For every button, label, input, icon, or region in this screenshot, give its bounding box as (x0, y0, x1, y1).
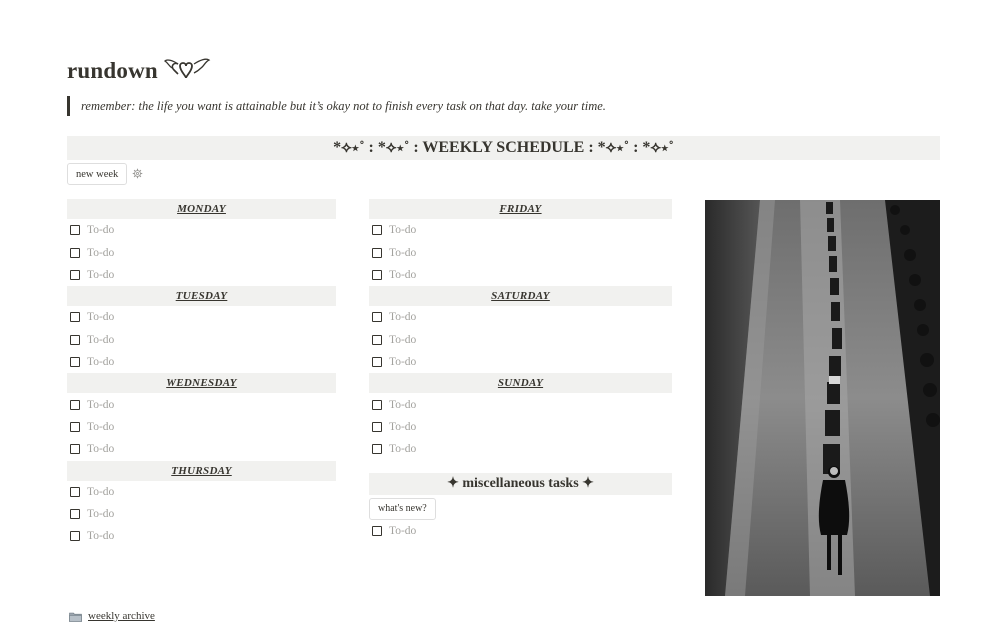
day-header: SATURDAY (369, 286, 672, 306)
todo-text[interactable]: To-do (389, 224, 417, 237)
checkbox[interactable] (372, 422, 382, 432)
todo-item (67, 416, 336, 438)
day-monday (67, 199, 336, 286)
gear-icon[interactable] (132, 168, 143, 179)
todo-text[interactable]: To-do (389, 420, 417, 433)
todo-text[interactable]: To-do (87, 311, 115, 324)
day-tuesday (67, 286, 336, 373)
todo-text[interactable]: To-do (389, 268, 417, 281)
todo-item (67, 503, 336, 525)
misc-tasks-header: ✦ miscellaneous tasks ✦ (369, 473, 672, 495)
todo-text[interactable]: To-do (87, 333, 115, 346)
day-header: WEDNESDAY (67, 373, 336, 393)
todo-text[interactable]: To-do (389, 311, 417, 324)
todo-item (67, 438, 336, 460)
todo-text[interactable]: To-do (87, 268, 115, 281)
day-header: FRIDAY (369, 199, 672, 219)
todo-item (67, 264, 336, 286)
todo-item (369, 438, 672, 460)
runway-photo (705, 200, 940, 596)
todo-item (369, 393, 672, 415)
checkbox[interactable] (372, 400, 382, 410)
right-day-column (369, 199, 672, 542)
checkbox[interactable] (70, 531, 80, 541)
todo-text[interactable]: To-do (87, 420, 115, 433)
todo-item (369, 351, 672, 373)
day-thursday (67, 461, 336, 548)
todo-text[interactable]: To-do (87, 485, 115, 498)
weekly-archive-link[interactable] (69, 608, 155, 624)
todo-item (67, 241, 336, 263)
checkbox[interactable] (372, 357, 382, 367)
todo-text[interactable]: To-do (87, 443, 115, 456)
folder-icon (69, 611, 82, 622)
todo-text[interactable]: To-do (389, 333, 417, 346)
checkbox[interactable] (372, 312, 382, 322)
todo-item (67, 219, 336, 241)
todo-item (369, 520, 672, 542)
todo-item (67, 306, 336, 328)
todo-text[interactable]: To-do (87, 224, 115, 237)
checkbox[interactable] (70, 335, 80, 345)
checkbox[interactable] (372, 335, 382, 345)
day-friday (369, 199, 672, 286)
todo-item (369, 241, 672, 263)
todo-item (67, 481, 336, 503)
day-wednesday (67, 373, 336, 460)
left-day-column (67, 199, 336, 548)
todo-text[interactable]: To-do (87, 398, 115, 411)
todo-item (369, 264, 672, 286)
day-header: MONDAY (67, 199, 336, 219)
day-header: TUESDAY (67, 286, 336, 306)
winged-heart-icon (164, 56, 212, 86)
todo-text[interactable]: To-do (87, 246, 115, 259)
todo-item (67, 329, 336, 351)
todo-item (369, 306, 672, 328)
checkbox[interactable] (70, 487, 80, 497)
checkbox[interactable] (70, 270, 80, 280)
quote-block: remember: the life you want is attainable but it’s okay not to finish every task on that day. take your time. (67, 96, 606, 116)
todo-item (369, 329, 672, 351)
checkbox[interactable] (70, 444, 80, 454)
whats-new-button[interactable]: what's new? (369, 498, 436, 520)
todo-text[interactable]: To-do (389, 443, 417, 456)
checkbox[interactable] (70, 312, 80, 322)
todo-item (67, 525, 336, 547)
title-row (67, 55, 212, 87)
todo-text[interactable]: To-do (389, 524, 417, 537)
checkbox[interactable] (372, 526, 382, 536)
todo-text[interactable]: To-do (87, 530, 115, 543)
new-week-button[interactable]: new week (67, 163, 127, 185)
checkbox[interactable] (372, 270, 382, 280)
day-header: SUNDAY (369, 373, 672, 393)
todo-text[interactable]: To-do (389, 356, 417, 369)
page-title: rundown (67, 58, 158, 83)
todo-text[interactable]: To-do (389, 398, 417, 411)
todo-text[interactable]: To-do (87, 356, 115, 369)
todo-item (67, 393, 336, 415)
todo-text[interactable]: To-do (87, 508, 115, 521)
day-saturday (369, 286, 672, 373)
todo-item (369, 416, 672, 438)
weekly-archive-label[interactable]: weekly archive (88, 610, 155, 622)
checkbox[interactable] (70, 509, 80, 519)
checkbox[interactable] (70, 422, 80, 432)
weekly-schedule-banner: *⟡⋆˚ : *⟡⋆˚ : WEEKLY SCHEDULE : *⟡⋆˚ : *⟡⋆˚ (67, 136, 940, 160)
checkbox[interactable] (372, 444, 382, 454)
day-header: THURSDAY (67, 461, 336, 481)
checkbox[interactable] (70, 400, 80, 410)
day-sunday (369, 373, 672, 460)
checkbox[interactable] (70, 357, 80, 367)
checkbox[interactable] (372, 225, 382, 235)
checkbox[interactable] (372, 248, 382, 258)
todo-item (369, 219, 672, 241)
checkbox[interactable] (70, 225, 80, 235)
todo-text[interactable]: To-do (389, 246, 417, 259)
todo-item (67, 351, 336, 373)
checkbox[interactable] (70, 248, 80, 258)
